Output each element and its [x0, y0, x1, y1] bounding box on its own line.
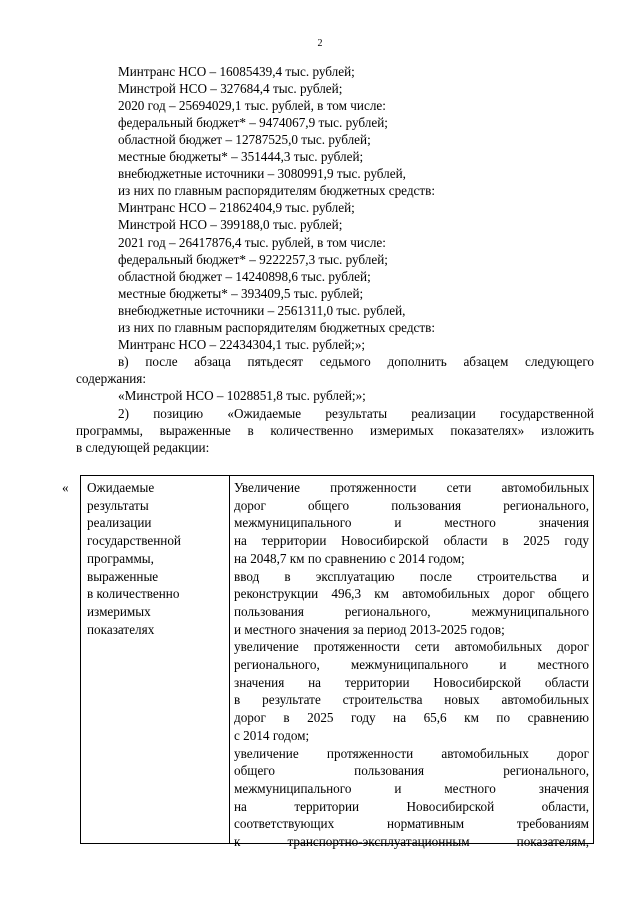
right-cell-line: на территории Новосибирской области, — [234, 798, 589, 814]
right-cell-line: на 2048,7 км по сравнению с 2014 годом; — [234, 550, 465, 566]
paragraph-line: Минтранс НСО – 22434304,1 тыс. рублей;»; — [118, 337, 366, 352]
right-cell-line: увеличение протяженности автомобильных дорог — [234, 745, 589, 761]
right-cell-line: общего пользования регионального, — [234, 763, 589, 779]
left-cell-line: выраженные — [87, 568, 159, 584]
right-cell-line: реконструкции 496,3 км автомобильных дорог общего — [234, 586, 589, 602]
right-cell-line: к транспортно-эксплуатационным показателям, — [234, 834, 589, 850]
right-cell-line: дорог в 2025 году на 65,6 км по сравнению — [234, 710, 589, 726]
item-2-line: 2) позицию «Ожидаемые результаты реализации государственной — [118, 406, 594, 421]
right-cell-line: и местного значения за период 2013-2025 годов; — [234, 621, 505, 637]
paragraph-line: из них по главным распорядителям бюджетных средств: — [118, 320, 436, 335]
item-v-line: в) после абзаца пятьдесят седьмого дополнить абзацем следующего — [118, 354, 594, 369]
right-cell-line: регионального, межмуниципального и местного — [234, 657, 589, 673]
page-number: 2 — [317, 38, 323, 49]
right-cell-line: ввод в эксплуатацию после строительства и — [234, 568, 589, 584]
table-right-cell — [234, 479, 589, 851]
minstroy-quote-line: «Минстрой НСО – 1028851,8 тыс. рублей;»; — [118, 388, 366, 403]
left-cell-line: реализации — [87, 515, 152, 531]
paragraph-line: местные бюджеты* – 393409,5 тыс. рублей; — [118, 286, 364, 301]
paragraph-line: областной бюджет – 12787525,0 тыс. рублей; — [118, 132, 371, 147]
left-cell-line: программы, — [87, 550, 154, 566]
paragraph-line: областной бюджет – 14240898,6 тыс. рублей; — [118, 269, 371, 284]
right-cell-line: увеличение протяженности сети автомобильных дорог — [234, 639, 589, 655]
right-cell-line: значения на территории Новосибирской области — [234, 674, 589, 690]
item-v-line: содержания: — [76, 371, 147, 386]
left-cell-line: показателях — [87, 621, 155, 637]
left-cell-line: результаты — [87, 497, 149, 513]
paragraph-line: Минтранс НСО – 16085439,4 тыс. рублей; — [118, 64, 355, 79]
item-2-line: программы, выраженные в количественно измеримых показателях» изложить — [76, 423, 594, 438]
left-cell-line: измеримых — [87, 603, 151, 619]
paragraph-line: Минстрой НСО – 399188,0 тыс. рублей; — [118, 217, 343, 232]
right-cell-line: в результате строительства новых автомобильных — [234, 692, 589, 708]
right-cell-line: соответствующих нормативным требованиям — [234, 816, 589, 832]
left-cell-line: государственной — [87, 533, 181, 549]
right-cell-line: пользования регионального, межмуниципального — [234, 603, 589, 619]
paragraph-line: Минтранс НСО – 21862404,9 тыс. рублей; — [118, 200, 355, 215]
table-column-divider — [229, 476, 230, 843]
paragraph-line: из них по главным распорядителям бюджетных средств: — [118, 183, 436, 198]
right-cell-line: межмуниципального и местного значения — [234, 780, 589, 796]
paragraph-line: федеральный бюджет* – 9222257,3 тыс. рублей; — [118, 252, 388, 267]
opening-quote-mark: « — [62, 480, 69, 495]
paragraph-line: внебюджетные источники – 3080991,9 тыс. рублей, — [118, 166, 406, 181]
paragraph-line: местные бюджеты* – 351444,3 тыс. рублей; — [118, 149, 364, 164]
left-cell-line: Ожидаемые — [87, 480, 155, 495]
right-cell-line: на территории Новосибирской области в 2025 году — [234, 533, 589, 549]
right-cell-line: дорог общего пользования регионального, — [234, 497, 589, 513]
paragraph-line: внебюджетные источники – 2561311,0 тыс. рублей, — [118, 303, 406, 318]
paragraph-line: 2021 год – 26417876,4 тыс. рублей, в том числе: — [118, 235, 386, 250]
item-2-line: в следующей редакции: — [76, 440, 210, 455]
paragraph-line: федеральный бюджет* – 9474067,9 тыс. рублей; — [118, 115, 388, 130]
left-cell-line: в количественно — [87, 586, 180, 602]
right-cell-line: с 2014 годом; — [234, 727, 310, 743]
right-cell-line: межмуниципального и местного значения — [234, 515, 589, 531]
right-cell-line: Увеличение протяженности сети автомобильных — [234, 480, 589, 495]
table-left-cell — [87, 479, 225, 638]
paragraph-line: 2020 год – 25694029,1 тыс. рублей, в том числе: — [118, 98, 386, 113]
results-table — [80, 475, 594, 850]
paragraph-line: Минстрой НСО – 327684,4 тыс. рублей; — [118, 81, 343, 96]
